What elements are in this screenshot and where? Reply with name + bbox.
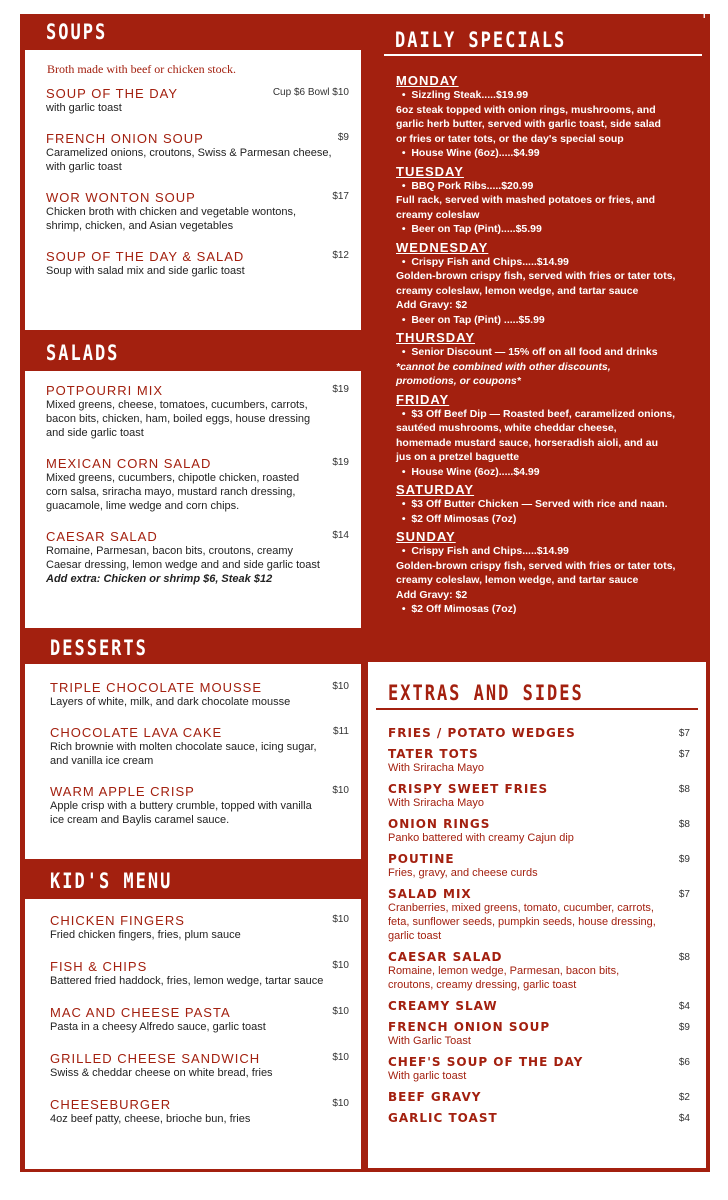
- salad-item: [46, 529, 349, 586]
- special-line: Add Gravy: $2: [396, 588, 468, 601]
- extras-item-name: CRISPY SWEET FRIES: [388, 782, 549, 796]
- kids-item: [50, 1051, 349, 1080]
- salad-item-price: $14: [332, 530, 349, 541]
- soup-item-price: $17: [332, 191, 349, 202]
- kids-item-desc: Pasta in a cheesy Alfredo sauce, garlic toast: [50, 1021, 266, 1033]
- dessert-item: [50, 725, 349, 768]
- special-line: • Beer on Tap (Pint) .....$5.99: [396, 313, 545, 326]
- soup-item-price: $9: [337, 132, 349, 143]
- salad-item-desc: corn salsa, sriracha mayo, mustard ranch dressing,: [46, 486, 296, 498]
- extras-item-desc: Fries, gravy, and cheese curds: [388, 867, 538, 879]
- salad-item-price: $19: [332, 457, 349, 468]
- kids-item-desc: Swiss & cheddar cheese on white bread, fries: [50, 1067, 273, 1079]
- soup-item-desc: Soup with salad mix and side garlic toast: [46, 265, 245, 277]
- kids-item-name: MAC AND CHEESE PASTA: [50, 1005, 231, 1020]
- soup-item-name: SOUP OF THE DAY & SALAD: [46, 249, 245, 264]
- special-line: • Senior Discount — 15% off on all food and drinks: [396, 346, 658, 358]
- extras-item-price: $9: [678, 854, 690, 865]
- dessert-item: [50, 784, 349, 827]
- extras-item-desc: Romaine, lemon wedge, Parmesan, bacon bits,: [388, 965, 620, 977]
- soup-item: [46, 190, 349, 233]
- salad-item-desc: Caesar dressing, lemon wedge and and side garlic toast: [46, 559, 320, 571]
- kids-item: [50, 959, 349, 988]
- extras-item-price: $7: [678, 728, 690, 739]
- kids-item-desc: 4oz beef patty, cheese, brioche bun, fries: [50, 1113, 251, 1125]
- extras-item: [388, 1055, 690, 1083]
- soups-note: Broth made with beef or chicken stock.: [47, 62, 236, 76]
- extras-item-name: POUTINE: [388, 852, 455, 866]
- soup-item: [46, 131, 349, 174]
- extras-item-name: CHEF'S SOUP OF THE DAY: [388, 1055, 584, 1069]
- extras-item-name: ONION RINGS: [388, 817, 491, 831]
- specials-heading: DAILY SPECIALS: [395, 28, 567, 53]
- kids-item-desc: Battered fried haddock, fries, lemon wedge, tartar sauce: [50, 975, 324, 987]
- dessert-item-price: $10: [332, 681, 349, 692]
- extras-item: [388, 747, 690, 775]
- kids-panel: [25, 899, 361, 1169]
- special-day-block: [396, 240, 702, 328]
- dessert-item-desc: Layers of white, milk, and dark chocolate mousse: [50, 696, 291, 708]
- kids-item-name: GRILLED CHEESE SANDWICH: [50, 1051, 261, 1066]
- salads-heading: SALADS: [46, 341, 120, 366]
- extras-heading: EXTRAS AND SIDES: [388, 681, 584, 706]
- extras-item-name: TATER TOTS: [388, 747, 479, 761]
- salad-item: [46, 456, 349, 513]
- salad-item-extra: Add extra: Chicken or shrimp $6, Steak $12: [46, 573, 273, 585]
- soup-item-name: SOUP OF THE DAY: [46, 86, 179, 101]
- specials-divider: [384, 54, 702, 56]
- kids-item-price: $10: [332, 914, 349, 925]
- kids-item-price: $10: [332, 1052, 349, 1063]
- kids-item: [50, 913, 349, 942]
- extras-item-name: FRENCH ONION SOUP: [388, 1020, 551, 1034]
- dessert-item-desc: and vanilla ice cream: [50, 755, 154, 767]
- special-day-name: SUNDAY: [396, 529, 456, 544]
- soups-panel: [25, 50, 361, 330]
- special-line: creamy coleslaw: [396, 208, 480, 221]
- extras-item-price: $9: [678, 1022, 690, 1033]
- special-line: creamy coleslaw, lemon wedge, and tartar sauce: [396, 284, 639, 297]
- extras-item: [388, 1090, 690, 1104]
- extras-item-price: $8: [678, 819, 690, 830]
- extras-item-desc: Panko battered with creamy Cajun dip: [388, 832, 574, 844]
- salad-item: [46, 383, 349, 440]
- special-line: • Sizzling Steak.....$19.99: [396, 89, 529, 101]
- soups-heading: SOUPS: [46, 20, 108, 45]
- soup-item-desc: with garlic toast: [46, 102, 122, 114]
- special-line: sautéed mushrooms, white cheddar cheese,: [396, 422, 617, 434]
- special-line: • Crispy Fish and Chips.....$14.99: [396, 545, 569, 557]
- corner-mark: I: [703, 10, 706, 20]
- extras-item: [388, 726, 690, 740]
- soup-item-price: $12: [332, 250, 349, 261]
- soup-item-desc: with garlic toast: [46, 161, 122, 173]
- salad-item-name: MEXICAN CORN SALAD: [46, 456, 212, 471]
- desserts-heading: DESSERTS: [50, 636, 148, 661]
- salad-item-price: $19: [332, 384, 349, 395]
- extras-item-name: BEEF GRAVY: [388, 1090, 482, 1104]
- kids-item-price: $10: [332, 960, 349, 971]
- extras-item: [388, 1020, 690, 1048]
- kids-item-name: CHICKEN FINGERS: [50, 913, 185, 928]
- special-line: Golden-brown crispy fish, served with fries or tater tots,: [396, 559, 676, 572]
- special-line: • BBQ Pork Ribs.....$20.99: [396, 179, 534, 192]
- kids-item-name: CHEESEBURGER: [50, 1097, 172, 1112]
- extras-item: [388, 999, 690, 1013]
- dessert-item-price: $11: [333, 726, 349, 737]
- kids-item: [50, 1097, 349, 1126]
- desserts-panel: [25, 664, 361, 859]
- extras-item-price: $2: [678, 1092, 690, 1103]
- extras-item-name: FRIES / POTATO WEDGES: [388, 726, 576, 740]
- extras-item-price: $7: [678, 749, 690, 760]
- extras-item: [388, 817, 690, 845]
- special-line: • House Wine (6oz).....$4.99: [396, 465, 540, 478]
- salad-item-desc: Mixed greens, cheese, tomatoes, cucumbers, carrots,: [46, 399, 308, 411]
- extras-item-desc: With garlic toast: [388, 1070, 467, 1082]
- dessert-item-desc: Apple crisp with a buttery crumble, topped with vanilla: [50, 800, 312, 812]
- special-line: • $2 Off Mimosas (7oz): [396, 603, 517, 615]
- soup-item-price: Cup $6 Bowl $10: [272, 87, 349, 98]
- extras-item: [388, 852, 690, 880]
- special-day-name: WEDNESDAY: [396, 239, 489, 255]
- soup-item-name: FRENCH ONION SOUP: [46, 131, 204, 146]
- salad-item-desc: Mixed greens, cucumbers, chipotle chicken, roasted: [46, 472, 300, 484]
- dessert-item-desc: ice cream and Baylis caramel sauce.: [50, 814, 230, 826]
- soup-item-desc: Chicken broth with chicken and vegetable wontons,: [46, 206, 297, 218]
- extras-item-price: $6: [678, 1057, 690, 1068]
- soup-item: [46, 249, 349, 278]
- dessert-item-desc: Rich brownie with molten chocolate sauce, icing sugar,: [50, 741, 317, 753]
- kids-item: [50, 1005, 349, 1034]
- dessert-item-price: $10: [332, 785, 349, 796]
- extras-item: [388, 887, 690, 943]
- extras-item-desc: feta, sunflower seeds, pumpkin seeds, house dressing,: [388, 916, 656, 928]
- kids-item-name: FISH & CHIPS: [50, 959, 148, 974]
- salad-item-desc: and side garlic toast: [46, 427, 144, 439]
- dessert-item-name: CHOCOLATE LAVA CAKE: [50, 725, 223, 740]
- special-line: • Beer on Tap (Pint).....$5.99: [396, 223, 542, 235]
- special-day-block: [396, 529, 702, 617]
- dessert-item: [50, 680, 349, 709]
- extras-item-desc: garlic toast: [388, 930, 442, 942]
- special-day-name: SATURDAY: [396, 482, 475, 497]
- special-line: Golden-brown crispy fish, served with fries or tater tots,: [396, 270, 676, 282]
- extras-item-name: SALAD MIX: [388, 887, 472, 901]
- special-line: Full rack, served with mashed potatoes or fries, and: [396, 194, 656, 206]
- special-day-name: TUESDAY: [396, 163, 464, 179]
- special-line: jus on a pretzel baguette: [396, 451, 520, 463]
- extras-item-price: $8: [678, 952, 690, 963]
- salad-item-name: CAESAR SALAD: [46, 529, 158, 544]
- extras-item: [388, 950, 690, 992]
- dessert-item-name: TRIPLE CHOCOLATE MOUSSE: [50, 680, 263, 695]
- special-day-name: FRIDAY: [396, 391, 450, 407]
- extras-item-desc: Cranberries, mixed greens, tomato, cucumber, carrots,: [388, 902, 654, 914]
- dessert-item-name: WARM APPLE CRISP: [50, 784, 195, 799]
- special-line: 6oz steak topped with onion rings, mushrooms, and: [396, 103, 656, 116]
- kids-item-desc: Fried chicken fingers, fries, plum sauce: [50, 929, 241, 941]
- special-line: • House Wine (6oz).....$4.99: [396, 147, 540, 159]
- kids-item-price: $10: [332, 1006, 349, 1017]
- special-line: or fries or tater tots, or the day's special soup: [396, 132, 624, 145]
- kids-item-price: $10: [332, 1098, 349, 1109]
- specials-list: [396, 73, 702, 620]
- salads-panel: [25, 371, 361, 628]
- extras-item-price: $8: [678, 784, 690, 795]
- extras-item-name: CREAMY SLAW: [388, 999, 498, 1013]
- special-day-block: [396, 482, 702, 526]
- special-line: Add Gravy: $2: [396, 299, 468, 311]
- special-line: garlic herb butter, served with garlic toast, side salad: [396, 118, 661, 130]
- extras-item-desc: croutons, creamy dressing, garlic toast: [388, 979, 577, 991]
- extras-divider: [376, 708, 698, 710]
- soup-item: [46, 86, 349, 115]
- soup-item-desc: shrimp, chicken, and Asian vegetables: [46, 220, 234, 232]
- special-day-name: MONDAY: [396, 73, 459, 88]
- special-line: • Crispy Fish and Chips.....$14.99: [396, 255, 569, 268]
- extras-item: [388, 1111, 690, 1125]
- special-line: creamy coleslaw, lemon wedge, and tartar sauce: [396, 574, 639, 586]
- extras-item-desc: With Sriracha Mayo: [388, 797, 484, 809]
- special-line: • $3 Off Butter Chicken — Served with rice and naan.: [396, 498, 668, 510]
- special-line: promotions, or coupons*: [396, 375, 521, 387]
- special-line: • $3 Off Beef Dip — Roasted beef, caramelized onions,: [396, 407, 676, 420]
- extras-item: [388, 782, 690, 810]
- salad-item-desc: bacon bits, chicken, ham, boiled eggs, house dressing: [46, 413, 311, 425]
- special-line: homemade mustard sauce, horseradish aioli, and au: [396, 436, 658, 449]
- soup-item-desc: Caramelized onions, croutons, Swiss & Parmesan cheese,: [46, 147, 332, 159]
- special-day-name: THURSDAY: [396, 330, 476, 345]
- extras-item-desc: With Sriracha Mayo: [388, 762, 484, 774]
- extras-item-price: $4: [678, 1113, 690, 1124]
- salad-item-desc: Romaine, Parmesan, bacon bits, croutons, creamy: [46, 545, 294, 557]
- extras-item-price: $7: [678, 889, 690, 900]
- special-day-block: [396, 330, 702, 389]
- salad-item-desc: guacamole, lime wedge and corn chips.: [46, 500, 240, 512]
- special-day-block: [396, 164, 702, 237]
- salad-item-name: POTPOURRI MIX: [46, 383, 164, 398]
- extras-item-name: GARLIC TOAST: [388, 1111, 498, 1125]
- extras-item-desc: With Garlic Toast: [388, 1035, 471, 1047]
- extras-item-price: $4: [678, 1001, 690, 1012]
- extras-item-name: CAESAR SALAD: [388, 950, 503, 964]
- special-line: *cannot be combined with other discounts,: [396, 360, 611, 373]
- special-day-block: [396, 392, 702, 480]
- special-day-block: [396, 73, 702, 161]
- extras-panel: [368, 662, 706, 1168]
- kids-heading: KID'S MENU: [50, 869, 173, 894]
- special-line: • $2 Off Mimosas (7oz): [396, 512, 517, 525]
- soup-item-name: WOR WONTON SOUP: [46, 190, 196, 205]
